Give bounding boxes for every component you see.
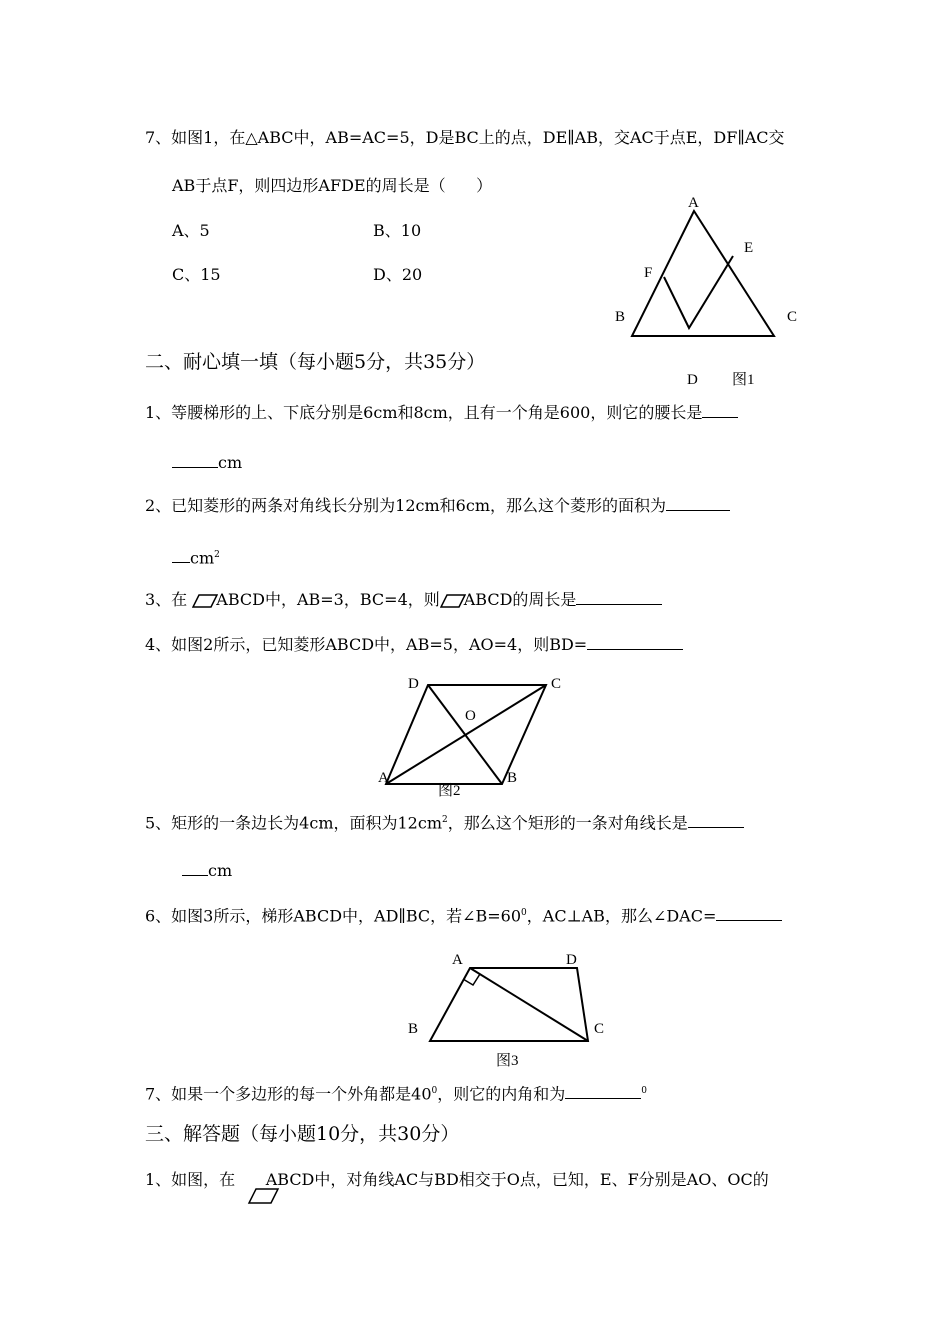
s2-q7-end-sup: 0 xyxy=(641,1086,648,1096)
fig1-label-e: E xyxy=(744,240,754,256)
s2-q4-blank[interactable] xyxy=(587,634,683,650)
figure-2-rhombus xyxy=(370,668,580,798)
fig1-label-f: F xyxy=(644,265,653,281)
s2-q5-line1 xyxy=(145,810,744,833)
s3-q1-text-a: 1、如图，在 xyxy=(145,1170,236,1189)
s2-q5-blank-2[interactable] xyxy=(182,860,208,876)
fig2-label-c: C xyxy=(551,676,562,692)
fig3-caption: 图3 xyxy=(496,1053,519,1069)
s2-q7-line xyxy=(145,1081,647,1104)
diagonal-bd xyxy=(428,685,502,784)
s2-q3-suffix: ABCD的周长是 xyxy=(463,590,577,609)
s2-q7-text-b: ，则它的内角和为 xyxy=(437,1084,566,1104)
s2-q1-line1 xyxy=(145,402,738,423)
q7-option-c: C、15 xyxy=(172,265,221,284)
fig3-label-d: D xyxy=(566,952,577,968)
s2-q2-text: 2、已知菱形的两条对角线长分别为12cm和6cm，那么这个菱形的面积为 xyxy=(145,496,666,515)
fig1-label-c: C xyxy=(787,309,798,325)
fig2-label-o: O xyxy=(465,708,476,724)
s2-q3-prefix: 3、在 xyxy=(145,590,188,609)
s2-q2-sup: 2 xyxy=(214,550,220,560)
figure-1-triangle xyxy=(600,185,820,395)
s2-q5-sup: 2 xyxy=(442,815,448,825)
fig2-label-b: B xyxy=(507,770,518,786)
s2-q6-blank[interactable] xyxy=(716,905,782,921)
s2-q2-blank-2[interactable] xyxy=(172,547,190,563)
q7-option-d: D、20 xyxy=(373,265,423,284)
s2-q5-blank-1[interactable] xyxy=(688,812,744,828)
parallelogram-icon xyxy=(192,594,216,606)
s2-q6-line xyxy=(145,903,782,926)
s2-q5-unit: cm xyxy=(208,861,233,880)
s2-q1-text: 1、等腰梯形的上、下底分别是6cm和8cm，且有一个角是600，则它的腰长是 xyxy=(145,403,703,422)
s2-q7-text-a: 7、如果一个多边形的每一个外角都是40 xyxy=(145,1084,432,1104)
s3-q1-line xyxy=(145,1170,769,1190)
s2-q6-sup: 0 xyxy=(521,908,527,918)
q7-line1: 7、如图1，在△ABC中，AB=AC=5，D是BC上的点，DE∥AB，交AC于点E，DF∥AC交 xyxy=(145,128,785,147)
s2-q6-text-b: ，AC⊥AB，那么∠DAC= xyxy=(526,906,717,926)
fig1-label-b: B xyxy=(615,309,626,325)
s2-q2-blank-1[interactable] xyxy=(666,495,730,511)
s2-q1-blank-1[interactable] xyxy=(702,402,738,418)
s2-q6-text-a: 6、如图3所示，梯形ABCD中，AD∥BC，若∠B=60 xyxy=(145,906,522,926)
fig2-label-a: A xyxy=(378,770,389,786)
s2-q7-blank[interactable] xyxy=(565,1083,641,1099)
trapezoid-abcd xyxy=(430,968,588,1041)
diagonal-ac xyxy=(470,968,588,1041)
fig1-label-d: D xyxy=(687,372,698,388)
s2-q3-line xyxy=(145,589,662,610)
s2-q7-sup: 0 xyxy=(431,1086,438,1096)
s3-q1-text-b: ABCD中，对角线AC与BD相交于O点，已知，E、F分别是AO、OC的 xyxy=(265,1170,769,1189)
figure-3-trapezoid xyxy=(400,945,620,1075)
fig1-caption: 图1 xyxy=(732,372,755,388)
s2-q5-line2 xyxy=(182,860,232,881)
q7-line2: AB于点F，则四边形AFDE的周长是（ ） xyxy=(172,176,493,195)
parallelogram-fde-sides xyxy=(664,256,733,328)
section-3-heading: 三、解答题（每小题10分，共30分） xyxy=(145,1123,460,1145)
s2-q1-unit: cm xyxy=(218,453,243,472)
fig2-label-d: D xyxy=(408,676,419,692)
s2-q4-line xyxy=(145,634,683,655)
s2-q2-unit: cm xyxy=(190,548,215,568)
s2-q2-line1 xyxy=(145,495,730,516)
s2-q3-blank[interactable] xyxy=(576,589,662,605)
s2-q4-text: 4、如图2所示，已知菱形ABCD中，AB=5，AO=4，则BD= xyxy=(145,635,588,654)
fig3-label-c: C xyxy=(594,1021,605,1037)
section-2-heading: 二、耐心填一填（每小题5分，共35分） xyxy=(145,351,486,373)
parallelogram-icon xyxy=(246,1187,280,1205)
triangle-abc xyxy=(632,211,774,336)
s2-q1-blank-2[interactable] xyxy=(172,452,218,468)
q7-option-a: A、5 xyxy=(172,221,210,240)
fig1-label-a: A xyxy=(688,195,699,211)
s2-q3-mid: ABCD中，AB=3，BC=4，则 xyxy=(216,590,440,609)
s2-q1-line2 xyxy=(172,452,242,473)
s2-q2-line2 xyxy=(172,545,220,568)
fig3-label-b: B xyxy=(408,1021,419,1037)
s2-q5-text-b: ，那么这个矩形的一条对角线长是 xyxy=(447,813,688,833)
s2-q5-text-a: 5、矩形的一条边长为4cm，面积为12cm xyxy=(145,813,442,833)
fig3-label-a: A xyxy=(452,952,463,968)
q7-option-b: B、10 xyxy=(373,221,422,240)
parallelogram-icon xyxy=(440,594,464,606)
fig2-caption: 图2 xyxy=(438,783,461,798)
